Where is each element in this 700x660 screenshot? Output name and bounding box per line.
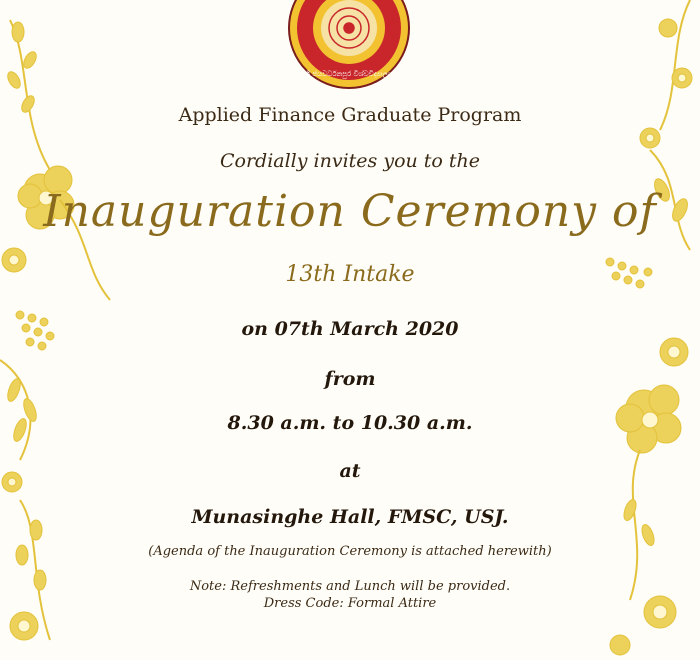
event-title: Inauguration Ceremony of bbox=[43, 186, 657, 237]
program-name: Applied Finance Graduate Program bbox=[178, 104, 522, 126]
invite-line: Cordially invites you to the bbox=[219, 150, 481, 172]
refreshments-text: Note: Refreshments and Lunch will be provided. bbox=[189, 579, 511, 594]
from-label: from bbox=[324, 368, 376, 390]
university-seal bbox=[287, 0, 411, 90]
intake-label: 13th Intake bbox=[285, 262, 415, 287]
event-venue: Munasinghe Hall, FMSC, USJ. bbox=[191, 506, 509, 528]
event-date: on 07th March 2020 bbox=[241, 318, 459, 340]
refreshments-note bbox=[0, 578, 700, 612]
seal-text: ශ්‍රී ජයවර්ධනපුර විශ්වවිද්‍යාලය bbox=[305, 70, 393, 78]
dress-code-text: Dress Code: Formal Attire bbox=[263, 596, 437, 611]
agenda-note: (Agenda of the Inauguration Ceremony is attached herewith) bbox=[148, 544, 552, 559]
event-time: 8.30 a.m. to 10.30 a.m. bbox=[227, 412, 473, 434]
at-label: at bbox=[339, 460, 361, 482]
